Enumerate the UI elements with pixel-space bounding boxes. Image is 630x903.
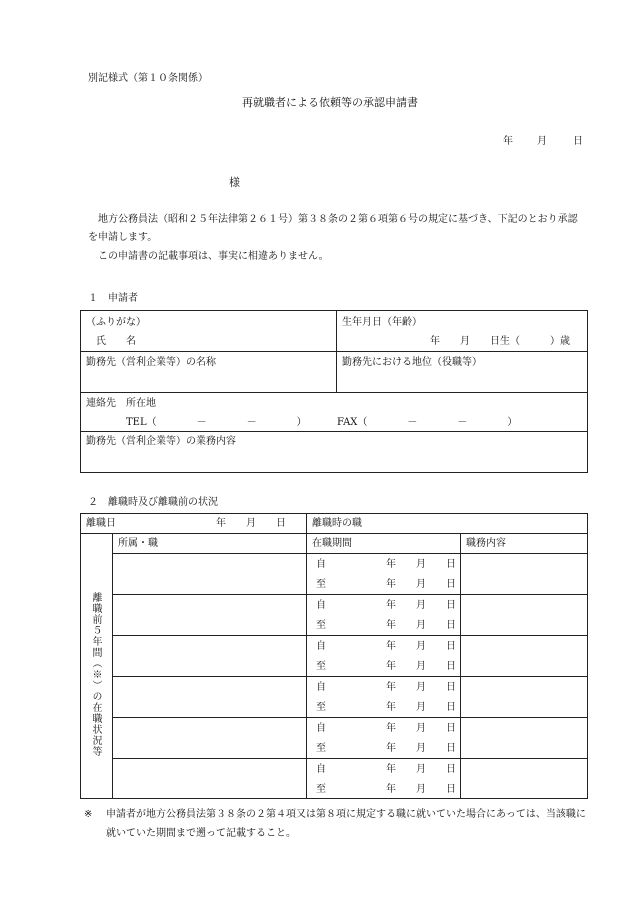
period-to-text: 至: [316, 620, 326, 631]
period-to-text: 年: [386, 620, 396, 631]
employment-table: [80, 513, 588, 799]
period-to-text: 月: [416, 784, 426, 795]
col-period: 在職期間: [312, 538, 352, 549]
note-line-2: 就いていた期間まで遡って記載すること。: [106, 828, 296, 839]
period-to-text: 至: [316, 661, 326, 672]
period-to-text: 日: [446, 743, 456, 754]
period-from-text: 日: [446, 723, 456, 734]
fax-label: FAX（ － － ）: [337, 417, 518, 428]
period-from-text: 自: [316, 559, 326, 570]
period-from-text: 自: [316, 641, 326, 652]
period-from-text: 自: [316, 600, 326, 611]
period-to-text: 年: [386, 743, 396, 754]
row-divider: [112, 594, 588, 595]
period-to-text: 日: [446, 620, 456, 631]
row-divider: [112, 717, 588, 718]
period-to-text: 月: [416, 743, 426, 754]
period-to-text: 年: [386, 784, 396, 795]
period-from-text: 日: [446, 600, 456, 611]
period-to-text: 年: [386, 661, 396, 672]
period-from-text: 日: [446, 641, 456, 652]
period-from-text: 日: [446, 682, 456, 693]
birth-format: 年 月 日生（ ）歳: [430, 336, 570, 347]
tel-label: TEL（ － － ）: [126, 417, 307, 428]
period-from-text: 年: [386, 723, 396, 734]
period-to-text: 至: [316, 702, 326, 713]
period-to-text: 月: [416, 579, 426, 590]
period-to-text: 年: [386, 579, 396, 590]
period-to-text: 年: [386, 702, 396, 713]
period-from-text: 月: [416, 723, 426, 734]
name-label: 氏 名: [96, 336, 136, 347]
form-code: 別記様式（第１０条関係）: [88, 73, 208, 84]
col-duties: 職務内容: [466, 538, 506, 549]
period-from-text: 年: [386, 764, 396, 775]
business-label: 勤務先（営利企業等）の業務内容: [86, 436, 236, 447]
date-day: 日: [573, 136, 583, 147]
retire-date-label: 離職日: [86, 518, 116, 529]
period-from-text: 日: [446, 559, 456, 570]
section1-heading: １ 申請者: [88, 293, 138, 304]
period-from-text: 月: [416, 764, 426, 775]
retire-date-format: 年 月 日: [216, 518, 286, 529]
period-from-text: 年: [386, 600, 396, 611]
contact-label: 連絡先 所在地: [86, 398, 156, 409]
period-from-text: 日: [446, 764, 456, 775]
period-from-text: 年: [386, 559, 396, 570]
period-from-text: 年: [386, 641, 396, 652]
period-to-text: 日: [446, 661, 456, 672]
period-to-text: 月: [416, 702, 426, 713]
period-from-text: 年: [386, 682, 396, 693]
row-divider: [112, 758, 588, 759]
period-from-text: 月: [416, 641, 426, 652]
date-year: 年: [503, 136, 513, 147]
row-divider: [112, 635, 588, 636]
period-from-text: 自: [316, 764, 326, 775]
col-affiliation: 所属・職: [118, 538, 158, 549]
employer-label: 勤務先（営利企業等）の名称: [86, 357, 216, 368]
period-from-text: 月: [416, 559, 426, 570]
retire-post-label: 離職時の職: [312, 518, 362, 529]
period-to-text: 日: [446, 784, 456, 795]
row-divider: [112, 676, 588, 677]
section2-heading: ２ 離職時及び離職前の状況: [88, 497, 218, 508]
birth-label: 生年月日（年齢）: [342, 317, 422, 328]
period-to-text: 月: [416, 620, 426, 631]
position-label: 勤務先における地位（役職等）: [342, 357, 482, 368]
period-from-text: 自: [316, 682, 326, 693]
note-mark: ※: [84, 809, 93, 820]
period-to-text: 至: [316, 743, 326, 754]
body-paragraph-2: この申請書の記載事項は、事実に相違ありません。: [98, 251, 329, 262]
form-title: 再就職者による依頼等の承認申請書: [242, 96, 418, 109]
side-label: 離職前５年間（※）の在職状況等: [90, 592, 101, 757]
period-from-text: 月: [416, 600, 426, 611]
body-paragraph-1: 地方公務員法（昭和２５年法律第２６１号）第３８条の２第６項第６号の規定に基づき、下記のとおり承認を申請します。: [88, 214, 578, 243]
date-month: 月: [537, 136, 547, 147]
period-to-text: 日: [446, 702, 456, 713]
period-from-text: 自: [316, 723, 326, 734]
period-to-text: 月: [416, 661, 426, 672]
note-line-1: 申請者が地方公務員法第３８条の２第４項又は第８項に規定する職に就いていた場合にあっては、当該職に: [106, 809, 586, 820]
period-to-text: 至: [316, 579, 326, 590]
furigana-label: （ふりがな）: [86, 317, 146, 328]
period-from-text: 月: [416, 682, 426, 693]
addressee-suffix: 様: [229, 176, 240, 189]
period-to-text: 至: [316, 784, 326, 795]
period-to-text: 日: [446, 579, 456, 590]
